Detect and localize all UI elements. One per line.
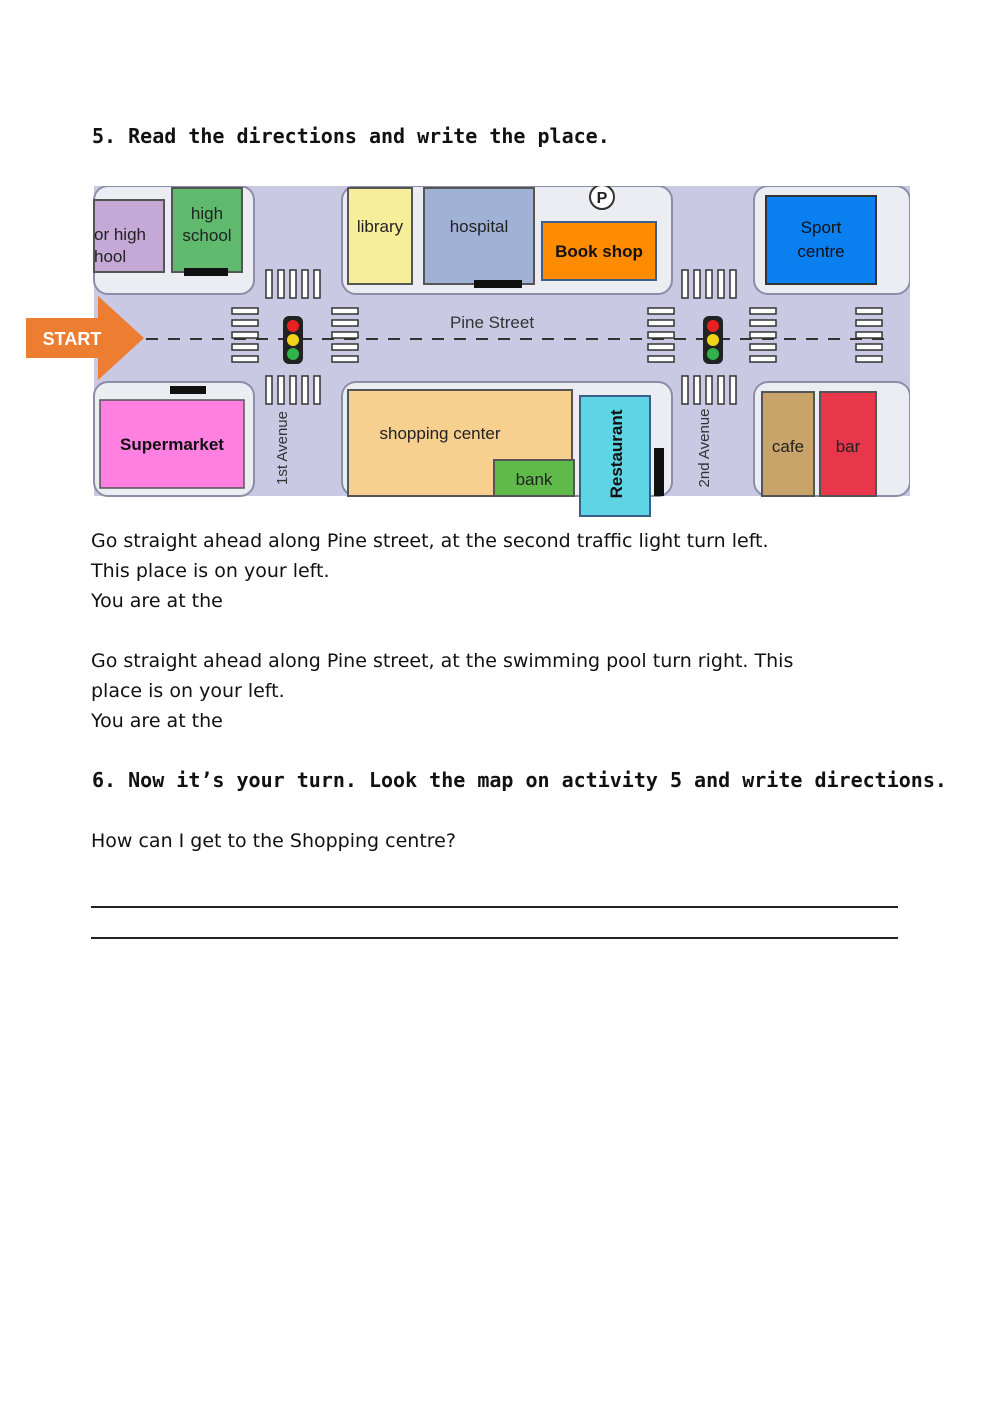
question-2-line-1: Go straight ahead along Pine street, at the swimming pool turn right. This <box>91 650 794 672</box>
library-building <box>348 188 412 284</box>
question-1-line-2: This place is on your left. <box>91 560 330 582</box>
first-avenue-label: 1st Avenue <box>274 411 291 485</box>
high-school-label-2: school <box>182 226 232 245</box>
bar-label: bar <box>835 437 861 456</box>
hospital-label: hospital <box>449 217 509 236</box>
activity-6-heading: 6. Now it’s your turn. Look the map on activity 5 and write directions. <box>92 768 947 792</box>
parking-label: P <box>596 190 608 207</box>
question-1-line-1: Go straight ahead along Pine street, at the second traffic light turn left. <box>91 530 769 552</box>
question-2-line-2: place is on your left. <box>91 680 285 702</box>
second-avenue-label: 2nd Avenue <box>696 408 713 488</box>
answer-line[interactable] <box>91 937 898 939</box>
junior-high-label: or high <box>94 225 146 244</box>
bank-label: bank <box>515 470 553 489</box>
library-label: library <box>356 217 404 236</box>
question-1 <box>91 526 769 616</box>
cafe-label: cafe <box>771 437 805 456</box>
sport-centre-label: Sport <box>800 218 842 237</box>
shopping-center-label: shopping center <box>379 424 501 443</box>
hospital-building <box>424 188 534 284</box>
question-1-answer-prompt: You are at the <box>91 590 223 612</box>
high-school-label: high <box>190 204 224 223</box>
pine-street-label: Pine Street <box>449 313 535 332</box>
answer-line[interactable] <box>91 906 898 908</box>
start-label: START <box>42 329 102 349</box>
traffic-light-icon <box>703 316 723 364</box>
town-map <box>26 186 910 518</box>
traffic-light-icon <box>283 316 303 364</box>
book-shop-label: Book shop <box>555 242 643 261</box>
activity-5-heading: 5. Read the directions and write the place. <box>92 124 610 148</box>
sport-centre-label-2: centre <box>797 242 845 261</box>
supermarket-label: Supermarket <box>120 435 224 454</box>
junior-high-label-2: hool <box>94 247 127 266</box>
question-2 <box>91 646 793 736</box>
question-2-answer-prompt: You are at the <box>91 710 223 732</box>
activity-6-question: How can I get to the Shopping centre? <box>91 830 456 852</box>
restaurant-label: Restaurant <box>607 409 626 499</box>
sport-centre-building <box>766 196 876 284</box>
